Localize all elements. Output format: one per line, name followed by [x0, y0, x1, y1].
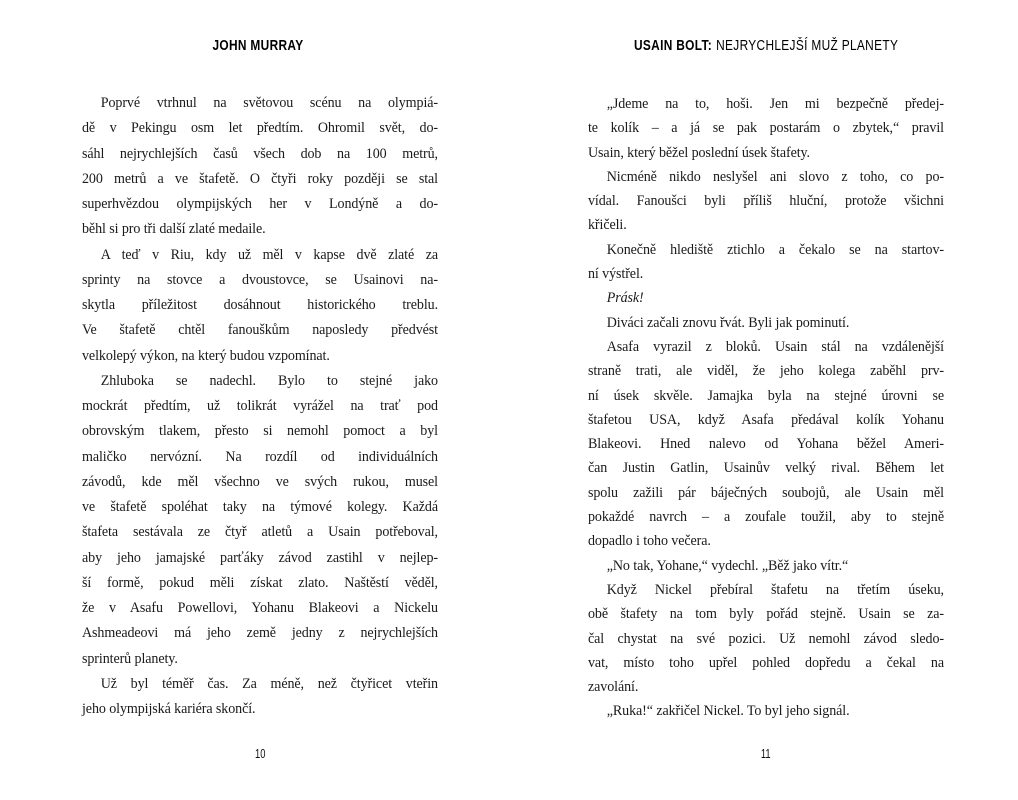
paragraph: [82, 672, 438, 723]
text-line: vídal. Fanoušci byli příliš hluční, protože všichni: [588, 193, 944, 210]
running-header-bold: JOHN MURRAY: [212, 38, 304, 54]
text-line: Asafa vyrazil z bloků. Usain stál na vzdálenější: [606, 338, 944, 355]
text-line: Usain, který běžel poslední úsek štafety.: [588, 144, 810, 161]
text-line: čan Justin Gatlin, Usainův velký rival. Během let: [588, 460, 944, 477]
text-line: sprinterů planety.: [82, 650, 178, 667]
text-line: čal chystat na své pozici. Už nemohl závod sledo-: [588, 630, 944, 647]
paragraph: [82, 243, 438, 369]
text-line: „No tak, Yohane,“ vydechl. „Běž jako vítr.“: [606, 557, 849, 574]
running-header-regular: NEJRYCHLEJŠÍ MUŽ PLANETY: [716, 38, 899, 54]
text-line: Když Nickel přebíral štafetu na třetím úseku,: [606, 581, 944, 598]
text-line: A teď v Riu, kdy už měl v kapse dvě zlaté za: [100, 246, 438, 263]
paragraph: [588, 335, 944, 554]
text-line: jeho olympijská kariéra skončí.: [82, 701, 256, 717]
text-line: běhl si pro tři další zlaté medaile.: [82, 221, 266, 238]
paragraph: [588, 286, 944, 310]
text-line: Poprvé vtrhnul na světovou scénu na olympiá-: [100, 95, 438, 111]
page-number-left: [82, 745, 438, 763]
paragraph: [588, 554, 944, 578]
text-line: mockrát předtím, už tolikrát vyrážel na trať pod: [82, 398, 438, 414]
text-line: Konečně hlediště ztichlo a čekalo se na startov-: [606, 241, 944, 258]
text-line: křičeli.: [588, 217, 627, 234]
text-line: závodů, kde měl všechno ve svých rukou, musel: [82, 473, 438, 490]
text-line: „Jdeme na to, hoši. Jen mi bezpečně předej-: [606, 96, 944, 112]
text-line: dopadlo i toho večera.: [588, 533, 711, 550]
text-column-right: [588, 92, 944, 724]
paragraph: [588, 578, 944, 699]
text-line: vat, místo toho upřel pohled dopředu a čekal na: [588, 654, 944, 671]
text-line: ní úsek skvěle. Jamajka byla na stejné úrovni se: [588, 387, 944, 404]
page-number-text: 10: [254, 746, 266, 761]
text-line: velkolepý výkon, na který budou vzpomínat.: [82, 347, 330, 364]
text-line: skytla příležitost dosáhnout historického treblu.: [82, 297, 438, 313]
running-header-text: [212, 38, 307, 54]
paragraph: [588, 311, 944, 335]
text-line: štafetou USA, když Asafa předával kolík Yohanu: [588, 411, 944, 428]
text-line: štafeta sestávala ze čtyř atletů a Usain potřeboval,: [82, 524, 438, 541]
page-number-right: [588, 745, 944, 763]
text-line: obrovským tlakem, přesto si nemohl pomoct a byl: [82, 423, 438, 440]
paragraph: [588, 165, 944, 238]
text-line: pokaždé navrch – a zoufale toužil, aby to stejně: [588, 509, 944, 526]
text-line: Ashmeadeovi má jeho země jedny z nejrychlejších: [82, 625, 438, 642]
text-line: že v Asafu Powellovi, Yohanu Blakeovi a Nickelu: [82, 600, 438, 616]
text-line: „Ruka!“ zakřičel Nickel. To byl jeho signál.: [606, 703, 850, 720]
paragraph: [82, 369, 438, 672]
text-line: sprinty na stovce a dvoustovce, se Usainovi na-: [82, 271, 438, 288]
text-line: obě štafety na tom byly pořád stejně. Usain se za-: [588, 606, 944, 623]
text-line: Diváci začali znovu řvát. Byli jak pominutí.: [606, 314, 850, 331]
text-column-left: [82, 91, 438, 722]
paragraph: [82, 91, 438, 243]
text-line: spolu zažili pár báječných soubojů, ale Usain měl: [588, 484, 944, 501]
text-line: aby jeho jamajské parťáky závod zastihl v nejlep-: [82, 549, 438, 566]
text-line: Nicméně nikdo neslyšel ani slovo z toho, co po-: [606, 168, 944, 185]
text-line: te kolík – a já se pak postarám o zbytek,“ pravil: [588, 120, 944, 137]
text-line: Zhluboka se nadechl. Bylo to stejné jako: [100, 372, 438, 389]
page-number-text: 11: [761, 746, 771, 761]
text-line: Prásk!: [606, 290, 644, 307]
paragraph: [588, 238, 944, 287]
text-line: zavolání.: [588, 679, 639, 696]
text-line: ní výstřel.: [588, 266, 644, 283]
text-line: Ve štafetě chtěl fanouškům naposledy předvést: [82, 322, 438, 339]
text-line: superhvězdou olympijských her v Londýně a do-: [82, 196, 438, 212]
running-header-right: [588, 37, 944, 55]
text-line: 200 metrů a ve štafetě. O čtyři roky později se stal: [82, 170, 438, 187]
running-header-left: [82, 37, 438, 55]
text-line: straně trati, ale viděl, že jeho kolega zaběhl prv-: [588, 363, 944, 380]
text-line: maličko nervózní. Na rozdíl od individuálních: [82, 448, 438, 465]
text-line: ší formě, pokud měli získat zlato. Naštěstí věděl,: [82, 574, 438, 591]
paragraph: [588, 699, 944, 723]
running-header-bold: USAIN BOLT:: [633, 38, 712, 54]
text-line: Blakeovi. Hned nalevo od Yohana běžel Ameri-: [588, 436, 944, 453]
text-line: sáhl nejrychlejších časů všech dob na 100 metrů,: [82, 145, 438, 162]
text-line: dě v Pekingu osm let předtím. Ohromil svět, do-: [82, 120, 438, 137]
paragraph: [588, 92, 944, 165]
book-page-right: [509, 0, 1018, 800]
text-line: ve štafetě spoléhat taky na týmové kolegy. Každá: [82, 499, 438, 515]
text-line: Už byl téměř čas. Za méně, než čtyřicet vteřin: [100, 675, 438, 692]
running-header-text: [634, 38, 898, 54]
